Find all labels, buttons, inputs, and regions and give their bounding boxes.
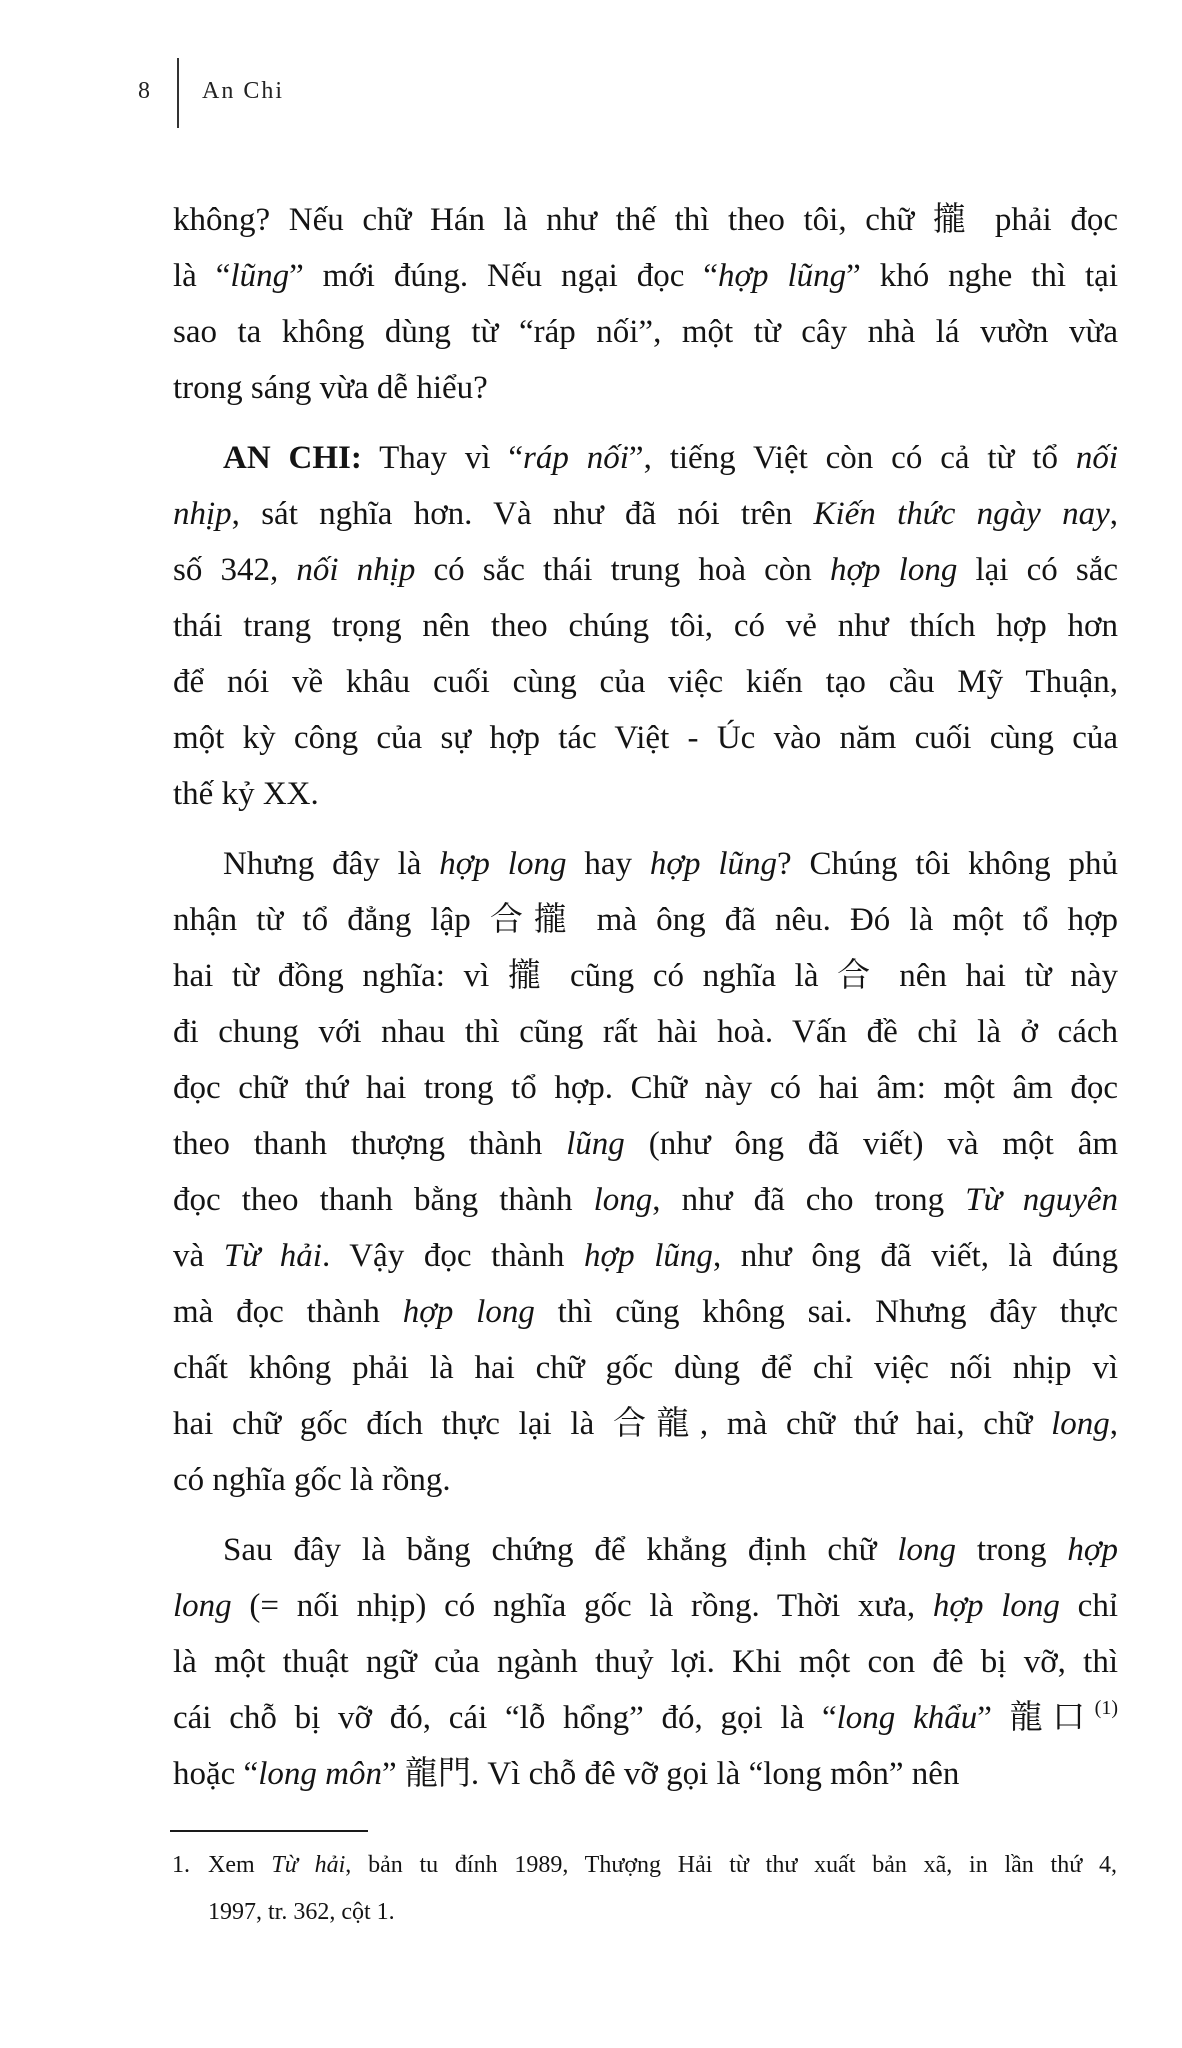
text-run: đọc chữ thứ hai trong tổ hợp. Chữ này có hai âm: một âm đọc — [173, 1070, 1118, 1106]
text-line — [173, 430, 1118, 486]
footnote-rule — [170, 1830, 368, 1832]
text-run: đi chung với nhau thì cũng rất hài hoà. Vấn đề chỉ là ở cách — [173, 1014, 1118, 1050]
text-run: và — [173, 1238, 224, 1274]
text-line — [173, 598, 1118, 654]
text-run: hai từ đồng nghĩa: vì 攏 cũng có nghĩa là 合 nên hai từ này — [173, 958, 1118, 994]
text-run: , — [1109, 1406, 1118, 1442]
text-run: mà đọc thành — [173, 1294, 403, 1330]
text-run: thì cũng không sai. Nhưng đây thực — [534, 1294, 1119, 1330]
italic-run: hợp lũng — [649, 846, 778, 882]
text-run: sao ta không dùng từ “ráp nối”, một từ cây nhà lá vườn vừa — [173, 314, 1118, 350]
running-head — [0, 58, 1182, 130]
italic-run: hợp lũng — [584, 1238, 713, 1274]
italic-run: long môn — [258, 1756, 382, 1792]
text-line — [173, 1116, 1118, 1172]
text-run: chất không phải là hai chữ gốc dùng để chỉ việc nối nhịp vì — [173, 1350, 1118, 1386]
text-run: ” 龍門. Vì chỗ đê vỡ gọi là “long môn” nên — [381, 1756, 960, 1792]
text-line — [173, 248, 1118, 304]
text-run: ”, tiếng Việt còn có cả từ tổ — [628, 440, 1076, 476]
text-run: thái trang trọng nên theo chúng tôi, có vẻ như thích hợp hơn — [173, 608, 1118, 644]
text-line — [173, 1004, 1118, 1060]
text-run: , — [1109, 496, 1119, 532]
italic-run: long — [897, 1532, 956, 1568]
italic-run: lũng — [566, 1126, 625, 1162]
text-line — [173, 1396, 1118, 1452]
italic-run: Kiến thức ngày nay — [813, 496, 1110, 532]
text-line — [173, 304, 1118, 360]
text-run: hai chữ gốc đích thực lại là 合龍, mà chữ thứ hai, chữ — [173, 1406, 1052, 1442]
text-run: Thay vì “ — [361, 440, 524, 476]
footnote-number: 1. — [172, 1852, 190, 1878]
italic-run: ráp nối — [523, 440, 629, 476]
text-run: hoặc “ — [173, 1756, 259, 1792]
text-run: cái chỗ bị vỡ đó, cái “lỗ hổng” đó, gọi là “ — [173, 1700, 837, 1736]
italic-run: Từ hải — [271, 1852, 346, 1878]
text-run: nhận từ tổ đẳng lập 合攏 mà ông đã nêu. Đó là một tổ hợp — [173, 902, 1118, 938]
italic-run: long khẩu — [836, 1700, 978, 1736]
text-line — [173, 1060, 1118, 1116]
text-run: có nghĩa gốc là rồng. — [173, 1462, 451, 1498]
text-run: ” khó nghe thì tại — [846, 258, 1118, 294]
text-run: hay — [566, 846, 650, 882]
text-run: ” 龍口 — [977, 1700, 1095, 1736]
text-run: số 342, — [173, 552, 297, 588]
page-number: 8 — [138, 78, 150, 104]
body-text — [173, 192, 1118, 1802]
text-run: (như ông đã viết) và một âm — [624, 1126, 1119, 1162]
italic-run: hợp — [1067, 1532, 1118, 1568]
text-line — [173, 766, 1118, 822]
text-line — [173, 1746, 1118, 1802]
text-run: ” mới đúng. Nếu ngại đọc “ — [289, 258, 718, 294]
text-run: , sát nghĩa hơn. Và như đã nói trên — [231, 496, 814, 532]
text-run: một kỳ công của sự hợp tác Việt - Úc vào năm cuối cùng của — [173, 720, 1118, 756]
text-run: Sau đây là bằng chứng để khẳng định chữ — [223, 1532, 898, 1568]
paragraph — [173, 192, 1118, 416]
paragraph — [173, 836, 1118, 1508]
text-line — [173, 1634, 1118, 1690]
text-line — [173, 1522, 1118, 1578]
text-line — [173, 892, 1118, 948]
text-run: đọc theo thanh bằng thành — [173, 1182, 594, 1218]
italic-run: nối nhịp — [296, 552, 416, 588]
text-line — [173, 192, 1118, 248]
text-line — [173, 360, 1118, 416]
text-run: trong — [956, 1532, 1068, 1568]
text-line — [173, 836, 1118, 892]
italic-run: nhịp — [173, 496, 232, 532]
footnote-line — [172, 1842, 1117, 1889]
text-run: theo thanh thượng thành — [173, 1126, 567, 1162]
italic-run: hợp long — [829, 552, 958, 588]
text-run: , bản tu đính 1989, Thượng Hải từ thư xuất bản xã, in lần thứ 4, — [345, 1852, 1117, 1878]
footnotes — [172, 1842, 1117, 1936]
text-run: là một thuật ngữ của ngành thuỷ lợi. Khi một con đê bị vỡ, thì — [173, 1644, 1118, 1680]
text-line — [173, 1452, 1118, 1508]
text-line — [173, 1172, 1118, 1228]
italic-run: nối — [1075, 440, 1119, 476]
text-line — [173, 542, 1118, 598]
text-line — [173, 710, 1118, 766]
italic-run: Từ nguyên — [965, 1182, 1118, 1218]
text-run: , như đã cho trong — [652, 1182, 966, 1218]
paragraph — [173, 430, 1118, 822]
paragraph — [173, 1522, 1118, 1802]
text-run: là “ — [173, 258, 231, 294]
speaker-label: AN CHI: — [223, 440, 362, 476]
text-run: lại có sắc — [957, 552, 1119, 588]
text-run: ? Chúng tôi không phủ — [777, 846, 1118, 882]
text-run: không? Nếu chữ Hán là như thế thì theo tôi, chữ 攏 phải đọc — [173, 202, 1118, 238]
text-line — [173, 1284, 1118, 1340]
italic-run: long — [1051, 1406, 1110, 1442]
text-line — [173, 948, 1118, 1004]
running-head-author: An Chi — [202, 78, 285, 104]
italic-run: hợp long — [439, 846, 567, 882]
text-run: , như ông đã viết, là đúng — [712, 1238, 1118, 1274]
text-line — [173, 1578, 1118, 1634]
text-line — [173, 1340, 1118, 1396]
running-head-divider — [177, 58, 179, 128]
text-run: chỉ — [1059, 1588, 1118, 1624]
italic-run: long — [173, 1588, 232, 1624]
text-line — [173, 1690, 1118, 1746]
text-run: . Vậy đọc thành — [321, 1238, 585, 1274]
text-run: Nhưng đây là — [223, 846, 440, 882]
footnote-marker: (1) — [1094, 1697, 1118, 1719]
italic-run: hợp long — [932, 1588, 1060, 1624]
italic-run: long — [593, 1182, 653, 1218]
italic-run: lũng — [230, 258, 290, 294]
text-run: Xem — [208, 1852, 272, 1878]
footnote-line — [172, 1889, 1117, 1936]
text-line — [173, 1228, 1118, 1284]
italic-run: hợp long — [402, 1294, 535, 1330]
text-run: có sắc thái trung hoà còn — [415, 552, 830, 588]
italic-run: Từ hải — [223, 1238, 322, 1274]
text-line — [173, 486, 1118, 542]
text-run: (= nối nhịp) có nghĩa gốc là rồng. Thời xưa, — [231, 1588, 933, 1624]
text-run: để nói về khâu cuối cùng của việc kiến tạo cầu Mỹ Thuận, — [173, 664, 1118, 700]
text-run: trong sáng vừa dễ hiểu? — [173, 370, 488, 406]
italic-run: hợp lũng — [717, 258, 847, 294]
text-line — [173, 654, 1118, 710]
text-run: 1997, tr. 362, cột 1. — [208, 1899, 395, 1925]
text-run: thế kỷ XX. — [173, 776, 319, 812]
